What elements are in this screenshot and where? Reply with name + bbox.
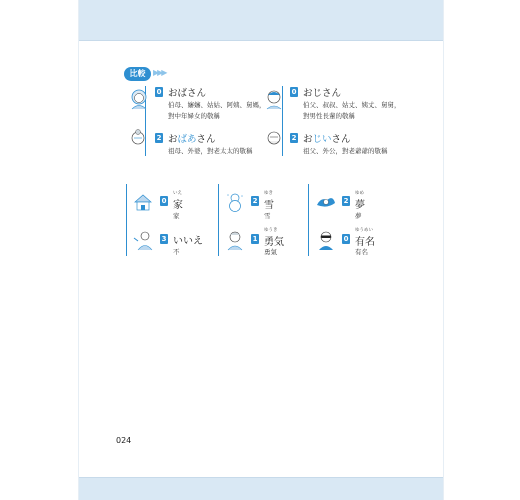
house-icon [132,191,154,213]
refusing-person-icon [132,229,154,251]
grandfather-icon [263,128,285,150]
vocab-meaning: 雪 [264,212,271,220]
vocab-word: 有名 [355,237,375,248]
vocab-word: 勇気 [264,237,284,248]
snowman-icon [224,191,246,213]
comparison-word: おばさん [168,88,207,99]
grid-divider [126,184,127,256]
furigana: ゆき [264,191,273,196]
pitch-accent-badge: 2 [291,134,297,142]
pitch-accent-badge: 0 [156,88,162,96]
pitch-accent-badge: 0 [291,88,297,96]
pitch-accent-badge: 1 [252,235,258,243]
furigana: ゆうき [264,228,278,233]
vocab-word: いいえ [173,236,203,247]
comparison-word: おじさん [303,88,342,99]
woman-icon [128,88,150,110]
compare-badge: 比較 [124,67,151,81]
vocab-meaning: 夢 [355,212,362,220]
pitch-accent-badge: 2 [252,197,258,205]
grid-divider [218,184,219,256]
dream-icon [315,191,337,213]
grid-divider [308,184,309,256]
furigana: いえ [173,191,182,196]
vocab-word: 夢 [355,200,365,211]
page-number: 024 [116,436,132,445]
pitch-accent-badge: 3 [161,235,167,243]
header-band [79,0,443,41]
word-gloss: 伯母、嬸嬸、姑姑、阿姨、舅媽，對中年婦女的敬稱 [168,101,266,120]
vocab-meaning: 勇氣 [264,248,277,256]
footer-band [79,477,443,500]
celebrity-icon [315,229,337,251]
word-gloss: 祖母、外婆，對老太太的敬稱 [168,147,253,155]
vocab-meaning: 家 [173,212,180,220]
furigana: ゆめ [355,191,364,196]
vocab-meaning: 不 [173,248,180,256]
comparison-word: おばあさん [168,134,216,145]
vocab-word: 雪 [264,200,274,211]
pitch-accent-badge: 0 [161,197,167,205]
pitch-accent-badge: 2 [343,197,349,205]
word-gloss: 祖父、外公，對老爺爺的敬稱 [303,147,388,155]
comparison-word: おじいさん [303,134,351,145]
vocab-meaning: 有名 [355,248,368,256]
badge-arrows-icon: ▶▶▶ [153,68,166,77]
furigana: ゆうめい [355,228,373,233]
pitch-accent-badge: 0 [343,235,349,243]
word-gloss: 伯父、叔叔、姑丈、姨丈、舅舅，對男性長輩的敬稱 [303,101,401,120]
pitch-accent-badge: 2 [156,134,162,142]
man-icon [263,88,285,110]
grandmother-icon [127,128,149,150]
book-page [78,0,444,500]
brave-girl-icon [224,229,246,251]
vocab-word: 家 [173,200,183,211]
